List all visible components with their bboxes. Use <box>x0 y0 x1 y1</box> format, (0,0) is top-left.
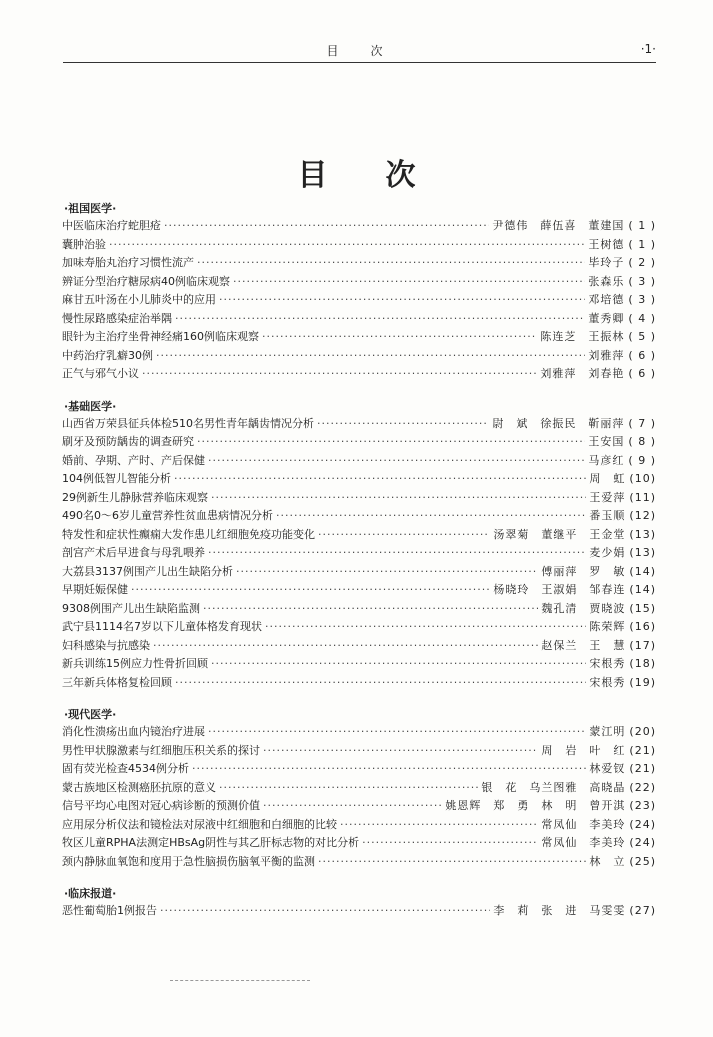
entry-authors: 毕玲子 <box>588 256 625 269</box>
entry-title: 新兵训练15例应力性骨折回顾 <box>62 657 208 670</box>
dot-leader <box>109 236 585 255</box>
toc-entry[interactable] <box>62 433 656 452</box>
entry-title: 29例新生儿静脉营养临床观察 <box>62 490 208 504</box>
dot-leader <box>340 816 538 835</box>
entry-title: 中医临床治疗蛇胆疮 <box>62 219 161 232</box>
entry-authors: 陈荣辉 <box>589 620 626 633</box>
toc-entry[interactable] <box>62 328 656 347</box>
running-header <box>63 38 656 63</box>
entry-page: (18) <box>629 657 656 670</box>
dot-leader <box>265 618 586 637</box>
entry-title: 男性甲状腺激素与红细胞压积关系的探讨 <box>62 743 260 757</box>
entry-authors: 尹德伟 薛伍喜 董建国 <box>492 219 625 232</box>
entry-authors: 王爱萍 <box>589 490 626 504</box>
entry-page: ( 2 ) <box>628 256 656 269</box>
entry-title: 固有荧光检查4534例分析 <box>62 762 189 775</box>
entry-page: (24) <box>629 817 656 831</box>
toc-entry[interactable] <box>62 365 656 384</box>
entry-authors: 番玉顺 <box>589 509 626 522</box>
toc-entry[interactable] <box>62 291 656 310</box>
entry-title: 早期妊娠保健 <box>62 583 128 596</box>
toc-entry[interactable] <box>62 452 656 471</box>
dot-leader <box>318 526 490 545</box>
entry-page: (11) <box>629 490 656 504</box>
entry-authors: 陈连芝 王振林 <box>540 330 625 343</box>
entry-title: 三年新兵体格复检回顾 <box>62 675 172 689</box>
toc-entry[interactable] <box>62 489 656 508</box>
dot-leader <box>153 637 538 656</box>
toc-entry[interactable] <box>62 526 656 545</box>
footer-divider <box>170 980 310 981</box>
entry-page: ( 8 ) <box>628 435 656 448</box>
entry-authors: 傅丽萍 罗 敏 <box>541 564 626 578</box>
entry-authors: 杨晓玲 王淑娟 邹春连 <box>493 583 626 596</box>
entry-title: 辨证分型治疗糖尿病40例临床观察 <box>62 274 230 288</box>
toc-entry[interactable] <box>62 797 656 816</box>
dot-leader <box>156 347 585 366</box>
entry-title: 牧区儿童RPHA法测定HBsAg阴性与其乙肝标志物的对比分析 <box>62 836 360 849</box>
toc-entry[interactable] <box>62 834 656 853</box>
dot-leader <box>131 581 490 600</box>
entry-authors: 董秀卿 <box>588 311 625 325</box>
dot-leader <box>208 723 586 742</box>
page-title: 目次 <box>297 158 474 193</box>
toc-entry[interactable] <box>62 581 656 600</box>
toc-entry[interactable] <box>62 637 656 656</box>
toc-entry[interactable] <box>62 415 656 434</box>
entry-title: 490名0～6岁儿童营养性贫血患病情况分析 <box>62 509 273 522</box>
entry-page: (22) <box>629 780 656 794</box>
entry-authors: 麦少娟 <box>589 546 626 559</box>
toc-entry[interactable] <box>62 655 656 674</box>
entry-page: (19) <box>629 675 656 689</box>
entry-title: 眼针为主治疗坐骨神经痛160例临床观察 <box>62 330 259 343</box>
toc-section <box>62 200 656 384</box>
dot-leader <box>175 310 585 329</box>
entry-page: ( 3 ) <box>628 274 656 288</box>
toc-entry[interactable] <box>62 347 656 366</box>
entry-authors: 汤翠菊 董继平 王金堂 <box>493 527 626 541</box>
entry-title: 恶性葡萄胎1例报告 <box>62 904 157 917</box>
entry-authors: 周 岩 叶 红 <box>541 743 626 757</box>
dot-leader <box>208 544 586 563</box>
entry-page: (17) <box>629 638 656 652</box>
toc-entry[interactable] <box>62 310 656 329</box>
entry-page: ( 1 ) <box>628 219 656 232</box>
entry-authors: 王安国 <box>588 435 625 448</box>
entry-authors: 宋根秀 <box>589 675 626 689</box>
page-number: ·1· <box>640 42 656 56</box>
entry-title: 特发性和症状性癫痫大发作患儿红细胞免疫功能变化 <box>62 527 315 541</box>
entry-title: 蒙古族地区检测癌胚抗原的意义 <box>62 780 216 794</box>
dot-leader <box>174 470 586 489</box>
entry-title: 麻甘五叶汤在小儿肺炎中的应用 <box>62 293 216 306</box>
toc-entry[interactable] <box>62 674 656 693</box>
entry-authors: 邓培德 <box>588 293 625 306</box>
entry-title: 正气与邪气小议 <box>62 367 139 380</box>
dot-leader <box>362 834 538 853</box>
entry-authors: 常凤仙 李美玲 <box>541 817 626 831</box>
dot-leader <box>236 563 538 582</box>
entry-title: 中药治疗乳癖30例 <box>62 348 153 362</box>
entry-authors: 尉 斌 徐振民 靳丽萍 <box>492 416 625 430</box>
entry-title: 山西省万荣县征兵体检510名男性青年龋齿情况分析 <box>62 416 314 430</box>
entry-page: (27) <box>629 904 656 917</box>
entry-authors: 魏孔清 贾晓波 <box>541 601 626 615</box>
table-of-contents <box>62 200 656 935</box>
entry-page: ( 7 ) <box>628 416 656 430</box>
dot-leader <box>175 674 586 693</box>
entry-authors: 周 虹 <box>589 472 626 485</box>
entry-title: 妇科感染与抗感染 <box>62 638 150 652</box>
entry-page: (10) <box>629 472 656 485</box>
entry-authors: 刘雅萍 刘春艳 <box>540 367 625 380</box>
toc-section <box>62 398 656 693</box>
entry-authors: 林 立 <box>589 854 626 868</box>
toc-entry[interactable] <box>62 760 656 779</box>
entry-title: 剖宫产术后早进食与母乳喂养 <box>62 546 205 559</box>
entry-page: ( 5 ) <box>628 330 656 343</box>
entry-page: (21) <box>629 762 656 775</box>
dot-leader <box>160 902 490 921</box>
dot-leader <box>211 655 586 674</box>
entry-title: 104例低智儿智能分析 <box>62 472 171 485</box>
dot-leader <box>208 452 585 471</box>
entry-title: 应用尿分析仪法和镜检法对尿液中红细胞和白细胞的比较 <box>62 817 337 831</box>
entry-title: 婚前、孕期、产时、产后保健 <box>62 453 205 467</box>
entry-page: (23) <box>629 799 656 812</box>
running-header-title: 目 次 <box>326 44 393 58</box>
toc-entry[interactable] <box>62 236 656 255</box>
toc-entry[interactable] <box>62 470 656 489</box>
toc-entry[interactable] <box>62 816 656 835</box>
dot-leader <box>263 797 442 816</box>
entry-authors: 赵保兰 王 慧 <box>541 638 626 652</box>
dot-leader <box>318 853 586 872</box>
dot-leader <box>164 217 489 236</box>
toc-entry[interactable] <box>62 217 656 236</box>
toc-section <box>62 706 656 871</box>
entry-page: (15) <box>629 601 656 615</box>
entry-authors: 宋根秀 <box>589 657 626 670</box>
dot-leader <box>197 433 585 452</box>
dot-leader <box>219 779 478 798</box>
entry-title: 信号平均心电图对冠心病诊断的预测价值 <box>62 799 260 812</box>
toc-entry[interactable] <box>62 544 656 563</box>
toc-entry[interactable] <box>62 600 656 619</box>
dot-leader <box>233 273 585 292</box>
toc-entry[interactable] <box>62 779 656 798</box>
entry-page: (14) <box>629 583 656 596</box>
entry-page: (14) <box>629 564 656 578</box>
toc-entry[interactable] <box>62 742 656 761</box>
entry-title: 慢性尿路感染症治举隅 <box>62 311 172 325</box>
toc-entry[interactable] <box>62 618 656 637</box>
entry-page: (12) <box>629 509 656 522</box>
entry-authors: 李 莉 张 进 马雯雯 <box>493 904 626 917</box>
entry-page: (13) <box>629 546 656 559</box>
entry-authors: 常凤仙 李美玲 <box>541 836 626 849</box>
entry-page: (16) <box>629 620 656 633</box>
entry-authors: 林爱钗 <box>589 762 626 775</box>
entry-title: 囊肿治验 <box>62 237 106 251</box>
dot-leader <box>192 760 586 779</box>
entry-page: (13) <box>629 527 656 541</box>
dot-leader <box>262 328 537 347</box>
toc-entry[interactable] <box>62 273 656 292</box>
entry-title: 刷牙及预防龋齿的调查研究 <box>62 435 194 448</box>
toc-entry[interactable] <box>62 563 656 582</box>
dot-leader <box>263 742 538 761</box>
toc-entry[interactable] <box>62 723 656 742</box>
entry-authors: 刘雅萍 <box>588 348 625 362</box>
entry-page: ( 3 ) <box>628 293 656 306</box>
dot-leader <box>203 600 538 619</box>
dot-leader <box>211 489 586 508</box>
entry-authors: 张森乐 <box>588 274 625 288</box>
dot-leader <box>276 507 586 526</box>
entry-page: (25) <box>629 854 656 868</box>
dot-leader <box>219 291 585 310</box>
entry-title: 大荔县3137例围产儿出生缺陷分析 <box>62 564 233 578</box>
toc-entry[interactable] <box>62 902 656 921</box>
entry-page: ( 1 ) <box>628 237 656 251</box>
dot-leader <box>197 254 585 273</box>
toc-entry[interactable] <box>62 254 656 273</box>
dot-leader <box>317 415 489 434</box>
section-heading: ·临床报道· <box>64 887 117 900</box>
entry-authors: 蒙江明 <box>589 725 626 738</box>
entry-authors: 银 花 乌兰图雅 高晓晶 <box>481 780 626 794</box>
entry-page: ( 6 ) <box>628 367 656 380</box>
toc-entry[interactable] <box>62 853 656 872</box>
entry-title: 颈内静脉血氧饱和度用于急性脑损伤脑氧平衡的监测 <box>62 854 315 868</box>
entry-page: ( 9 ) <box>628 453 656 467</box>
entry-authors: 王树德 <box>588 237 625 251</box>
toc-section <box>62 885 656 921</box>
entry-page: ( 4 ) <box>628 311 656 325</box>
entry-title: 9308例围产儿出生缺陷监测 <box>62 601 200 615</box>
entry-page: (24) <box>629 836 656 849</box>
entry-authors: 马彦红 <box>588 453 625 467</box>
dot-leader <box>142 365 537 384</box>
entry-authors: 姚恩辉 郑 勇 林 明 曾开淇 <box>445 799 626 812</box>
entry-title: 加味寿胎丸治疗习惯性流产 <box>62 256 194 269</box>
toc-entry[interactable] <box>62 507 656 526</box>
entry-title: 消化性溃疡出血内镜治疗进展 <box>62 725 205 738</box>
section-heading: ·祖国医学· <box>64 202 117 215</box>
entry-title: 武宁县1114名7岁以下儿童体格发育现状 <box>62 620 262 633</box>
section-heading: ·现代医学· <box>64 708 117 721</box>
section-heading: ·基础医学· <box>64 399 117 413</box>
entry-page: (21) <box>629 743 656 757</box>
entry-page: ( 6 ) <box>628 348 656 362</box>
entry-page: (20) <box>629 725 656 738</box>
